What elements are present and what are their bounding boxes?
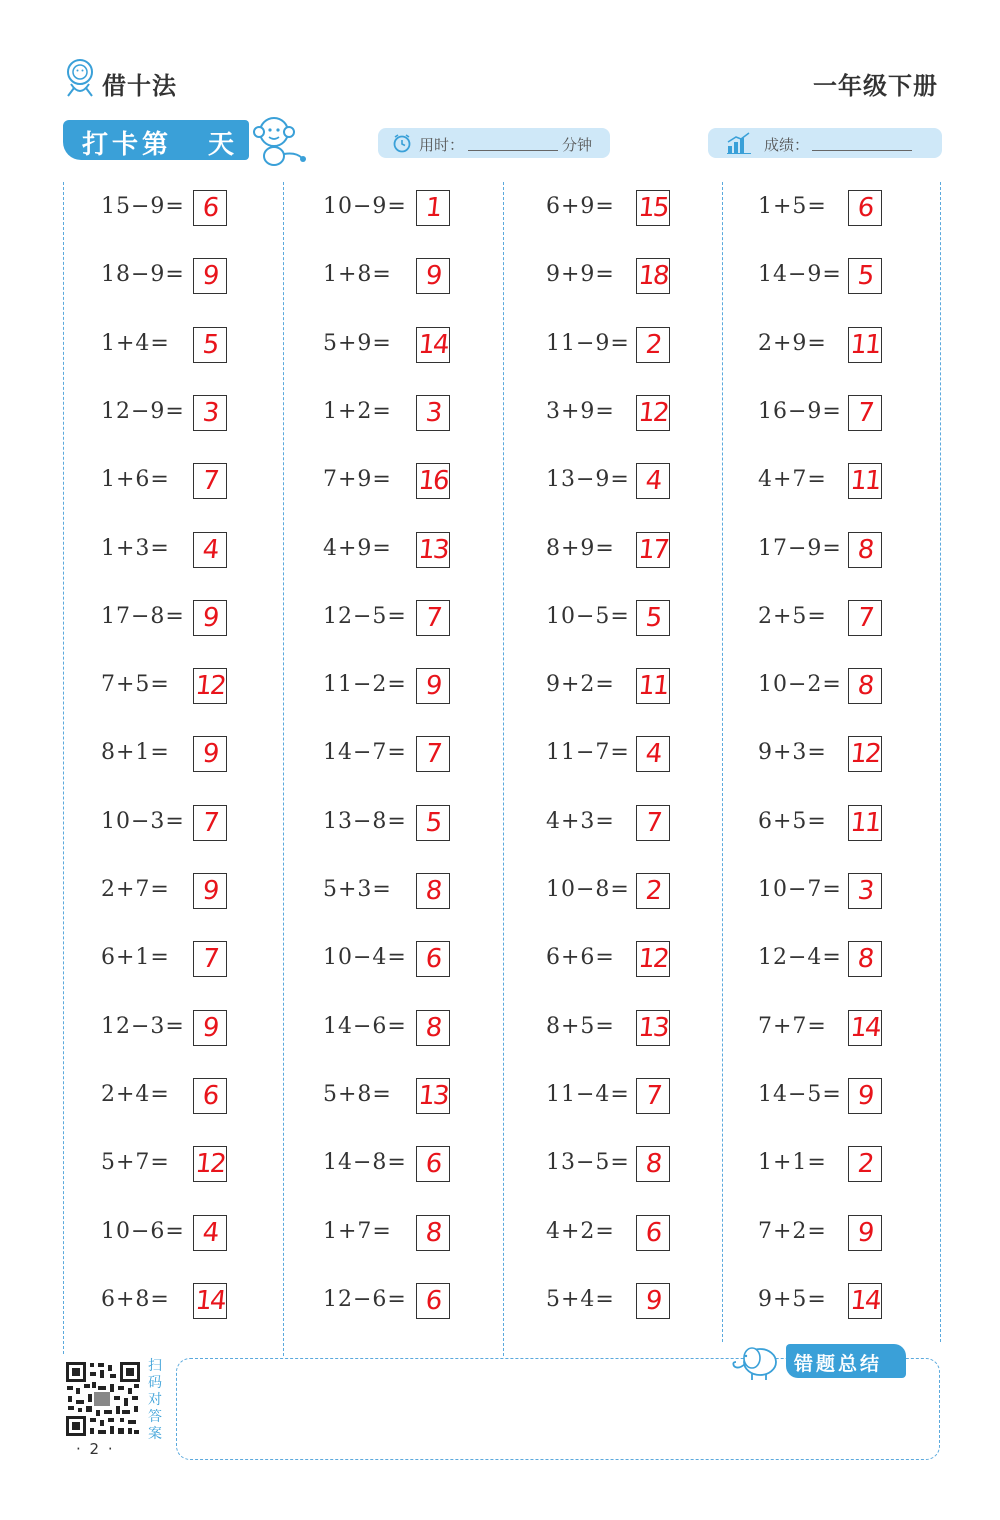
problem-item: [323, 1283, 463, 1323]
answer-box[interactable]: [636, 395, 670, 431]
problem-expression: 1+2=: [323, 398, 392, 424]
answer-box[interactable]: [848, 327, 882, 363]
time-unit: 分钟: [562, 136, 593, 154]
problem-expression: 11−7=: [546, 740, 630, 766]
handwritten-answer: 12: [193, 1149, 227, 1180]
problem-expression: 1+5=: [758, 194, 827, 219]
problem-item: [758, 1146, 898, 1186]
problem-expression: 13−5=: [546, 1150, 630, 1176]
handwritten-answer: 2: [644, 329, 662, 360]
answer-box[interactable]: [193, 258, 227, 294]
problem-item: [546, 532, 686, 572]
problem-item: [323, 873, 463, 913]
answer-box[interactable]: [848, 532, 882, 568]
handwritten-answer: 6: [201, 1080, 219, 1111]
handwritten-answer: 11: [848, 807, 882, 838]
problem-expression: 16−9=: [758, 398, 842, 424]
problem-expression: 8+5=: [546, 1013, 615, 1039]
problem-item: [101, 1146, 241, 1186]
checkin-prefix: 打卡第: [82, 130, 173, 160]
problem-expression: 7+7=: [758, 1013, 827, 1039]
problem-item: [546, 873, 686, 913]
answer-box[interactable]: [636, 941, 670, 977]
time-blank[interactable]: [468, 150, 558, 151]
handwritten-answer: 6: [424, 1285, 442, 1316]
handwritten-answer: 8: [424, 876, 442, 906]
handwritten-answer: 6: [856, 193, 874, 223]
checkin-suffix: 天: [208, 130, 235, 160]
answer-box[interactable]: [636, 190, 670, 226]
problem-item: [758, 190, 898, 230]
handwritten-answer: 7: [856, 602, 874, 633]
handwritten-answer: 8: [424, 1217, 442, 1248]
problem-item: [101, 1078, 241, 1118]
problem-item: [101, 736, 241, 776]
problem-expression: 1+1=: [758, 1150, 827, 1176]
problem-item: [323, 941, 463, 981]
problem-item: [323, 258, 463, 298]
problem-expression: 2+4=: [101, 1081, 170, 1107]
problem-expression: 15−9=: [101, 194, 185, 219]
answer-box[interactable]: [636, 258, 670, 294]
problem-expression: 8+9=: [546, 535, 615, 561]
problem-expression: 4+2=: [546, 1218, 615, 1244]
handwritten-answer: 3: [201, 397, 219, 428]
problem-expression: 12−4=: [758, 945, 842, 971]
answer-box[interactable]: [193, 941, 227, 977]
answer-box[interactable]: [193, 600, 227, 636]
answer-box[interactable]: [636, 736, 670, 772]
problem-expression: 7+5=: [101, 672, 170, 698]
column-divider: [503, 182, 504, 1356]
problem-expression: 10−8=: [546, 877, 630, 902]
problem-expression: 7+2=: [758, 1218, 827, 1244]
problem-item: [758, 668, 898, 708]
problem-expression: 9+3=: [758, 740, 827, 766]
problem-expression: 18−9=: [101, 262, 185, 288]
handwritten-answer: 5: [201, 329, 219, 360]
answer-box[interactable]: [416, 1283, 450, 1319]
answer-box[interactable]: [193, 1010, 227, 1046]
answer-box[interactable]: [848, 190, 882, 226]
problem-item: [323, 805, 463, 845]
answer-box[interactable]: [636, 805, 670, 841]
problem-item: [101, 327, 241, 367]
handwritten-answer: 4: [644, 739, 662, 770]
handwritten-answer: 7: [644, 1080, 662, 1111]
problem-expression: 5+7=: [101, 1150, 170, 1176]
answer-box[interactable]: [848, 463, 882, 499]
answer-box[interactable]: [416, 873, 450, 909]
answer-box[interactable]: [848, 1010, 882, 1046]
grade-label: 一年级下册: [813, 72, 938, 100]
handwritten-answer: 9: [201, 602, 219, 633]
handwritten-answer: 13: [416, 1080, 450, 1111]
problem-item: [758, 736, 898, 776]
handwritten-answer: 12: [636, 944, 670, 975]
problem-item: [101, 463, 241, 503]
handwritten-answer: 6: [424, 944, 442, 975]
problem-expression: 2+5=: [758, 603, 827, 629]
problem-expression: 1+7=: [323, 1218, 392, 1244]
chart-icon: [726, 132, 752, 154]
problem-item: [323, 1146, 463, 1186]
answer-box[interactable]: [636, 873, 670, 909]
problem-expression: 9+5=: [758, 1286, 827, 1312]
answer-box[interactable]: [848, 258, 882, 294]
answer-box[interactable]: [416, 600, 450, 636]
handwritten-answer: 14: [416, 329, 450, 360]
problem-item: [323, 1010, 463, 1050]
problem-expression: 1+4=: [101, 330, 170, 356]
problem-item: [546, 941, 686, 981]
handwritten-answer: 11: [848, 466, 882, 497]
answer-box[interactable]: [848, 736, 882, 772]
problem-item: [758, 600, 898, 640]
handwritten-answer: 8: [856, 944, 874, 975]
column-divider: [63, 182, 64, 1354]
handwritten-answer: 13: [416, 534, 450, 565]
handwritten-answer: 7: [424, 739, 442, 770]
answer-box[interactable]: [193, 395, 227, 431]
handwritten-answer: 7: [201, 944, 219, 975]
handwritten-answer: 7: [644, 807, 662, 838]
problem-item: [546, 1146, 686, 1186]
handwritten-answer: 8: [856, 534, 874, 565]
answer-box[interactable]: [416, 327, 450, 363]
problem-expression: 12−6=: [323, 1286, 407, 1312]
handwritten-answer: 9: [856, 1217, 874, 1248]
handwritten-answer: 9: [201, 1012, 219, 1043]
problem-item: [101, 668, 241, 708]
problem-item: [546, 327, 686, 367]
handwritten-answer: 11: [848, 329, 882, 360]
handwritten-answer: 3: [424, 397, 442, 428]
problem-item: [101, 395, 241, 435]
answer-box[interactable]: [416, 736, 450, 772]
handwritten-answer: 4: [201, 534, 219, 565]
score-label: 成绩：: [764, 136, 810, 154]
handwritten-answer: 11: [636, 671, 670, 702]
problem-item: [323, 190, 463, 230]
problem-expression: 11−4=: [546, 1081, 630, 1107]
problem-item: [101, 258, 241, 298]
answer-box[interactable]: [636, 1078, 670, 1114]
elephant-icon: [730, 1340, 782, 1382]
handwritten-answer: 9: [424, 671, 442, 702]
problem-item: [546, 668, 686, 708]
time-label: 用时：: [419, 136, 465, 154]
handwritten-answer: 7: [201, 466, 219, 497]
answer-box[interactable]: [416, 1146, 450, 1182]
answer-box[interactable]: [848, 600, 882, 636]
handwritten-answer: 16: [416, 466, 450, 497]
scan-for-answers-label: 扫码对答案: [148, 1358, 162, 1442]
problem-item: [758, 941, 898, 981]
problem-expression: 4+7=: [758, 467, 827, 493]
answer-box[interactable]: [416, 941, 450, 977]
handwritten-answer: 9: [201, 876, 219, 906]
problem-expression: 1+3=: [101, 535, 170, 561]
answer-box[interactable]: [193, 327, 227, 363]
problem-item: [758, 1010, 898, 1050]
problem-item: [758, 532, 898, 572]
handwritten-answer: 6: [201, 193, 219, 223]
handwritten-answer: 8: [644, 1149, 662, 1180]
problem-expression: 14−5=: [758, 1081, 842, 1107]
problem-expression: 4+3=: [546, 808, 615, 834]
problem-item: [758, 1215, 898, 1255]
handwritten-answer: 7: [424, 602, 442, 633]
answer-box[interactable]: [193, 463, 227, 499]
problem-expression: 5+4=: [546, 1286, 615, 1312]
problem-expression: 10−2=: [758, 672, 842, 698]
handwritten-answer: 12: [636, 397, 670, 428]
problem-expression: 1+8=: [323, 262, 392, 288]
answer-box[interactable]: [848, 1283, 882, 1319]
problem-item: [546, 1215, 686, 1255]
problem-item: [101, 1010, 241, 1050]
handwritten-answer: 9: [424, 261, 442, 292]
answer-box[interactable]: [636, 1215, 670, 1251]
handwritten-answer: 9: [644, 1285, 662, 1316]
handwritten-answer: 5: [856, 261, 874, 292]
answer-box[interactable]: [848, 805, 882, 841]
problem-expression: 6+1=: [101, 945, 170, 971]
problem-item: [758, 805, 898, 845]
problem-expression: 9+2=: [546, 672, 615, 698]
monkey-icon: [250, 112, 308, 168]
answer-box[interactable]: [848, 1146, 882, 1182]
answer-box[interactable]: [636, 1010, 670, 1046]
problem-expression: 7+9=: [323, 467, 392, 493]
problem-item: [101, 190, 241, 230]
answer-box[interactable]: [848, 941, 882, 977]
answer-box[interactable]: [848, 873, 882, 909]
problem-item: [101, 941, 241, 981]
problem-item: [758, 395, 898, 435]
problem-item: [546, 600, 686, 640]
answer-box[interactable]: [416, 1215, 450, 1251]
summary-label: 错题总结: [794, 1353, 883, 1375]
problem-expression: 12−5=: [323, 603, 407, 629]
answer-box[interactable]: [416, 532, 450, 568]
answer-box[interactable]: [848, 1215, 882, 1251]
answer-box[interactable]: [636, 1283, 670, 1319]
answer-box[interactable]: [848, 1078, 882, 1114]
handwritten-answer: 5: [644, 602, 662, 633]
column-divider: [940, 182, 941, 1342]
problem-expression: 14−6=: [323, 1013, 407, 1039]
handwritten-answer: 14: [848, 1012, 882, 1043]
problem-expression: 5+9=: [323, 330, 392, 356]
answer-box[interactable]: [193, 1078, 227, 1114]
handwritten-answer: 1: [424, 193, 442, 223]
problem-item: [546, 1010, 686, 1050]
problem-expression: 14−8=: [323, 1150, 407, 1176]
handwritten-answer: 4: [644, 466, 662, 497]
problem-expression: 2+7=: [101, 877, 170, 902]
answer-box[interactable]: [193, 873, 227, 909]
answer-box[interactable]: [193, 1283, 227, 1319]
problem-item: [323, 1215, 463, 1255]
handwritten-answer: 4: [201, 1217, 219, 1248]
answer-box[interactable]: [193, 1215, 227, 1251]
problem-expression: 12−9=: [101, 398, 185, 424]
problem-item: [546, 1078, 686, 1118]
problem-expression: 10−6=: [101, 1218, 185, 1244]
handwritten-answer: 2: [856, 1149, 874, 1180]
problem-expression: 14−7=: [323, 740, 407, 766]
problem-expression: 3+9=: [546, 398, 615, 424]
problem-item: [101, 600, 241, 640]
handwritten-answer: 12: [848, 739, 882, 770]
problem-expression: 12−3=: [101, 1013, 185, 1039]
problem-expression: 17−9=: [758, 535, 842, 561]
answer-box[interactable]: [416, 1078, 450, 1114]
problem-expression: 4+9=: [323, 535, 392, 561]
handwritten-answer: 14: [193, 1285, 227, 1316]
problem-item: [101, 1215, 241, 1255]
answer-box[interactable]: [193, 736, 227, 772]
problem-item: [323, 395, 463, 435]
handwritten-answer: 18: [636, 261, 670, 292]
handwritten-answer: 9: [201, 261, 219, 292]
answer-box[interactable]: [636, 327, 670, 363]
handwritten-answer: 5: [424, 807, 442, 838]
answer-box[interactable]: [636, 532, 670, 568]
problem-expression: 14−9=: [758, 262, 842, 288]
problem-item: [758, 463, 898, 503]
handwritten-answer: 7: [856, 397, 874, 428]
handwritten-answer: 13: [636, 1012, 670, 1043]
problem-expression: 6+8=: [101, 1286, 170, 1312]
problem-item: [758, 1078, 898, 1118]
problem-expression: 10−5=: [546, 603, 630, 629]
answer-box[interactable]: [193, 190, 227, 226]
handwritten-answer: 12: [193, 671, 227, 702]
problem-expression: 17−8=: [101, 603, 185, 629]
problem-item: [546, 258, 686, 298]
problem-item: [323, 668, 463, 708]
problem-item: [323, 463, 463, 503]
problem-expression: 13−9=: [546, 467, 630, 493]
answer-box[interactable]: [416, 805, 450, 841]
handwritten-answer: 14: [848, 1285, 882, 1316]
answer-box[interactable]: [193, 1146, 227, 1182]
handwritten-answer: 6: [424, 1149, 442, 1180]
problem-expression: 1+6=: [101, 467, 170, 493]
problem-expression: 5+8=: [323, 1081, 392, 1107]
answer-box[interactable]: [416, 190, 450, 226]
problem-item: [101, 1283, 241, 1323]
answer-box[interactable]: [848, 395, 882, 431]
problem-item: [323, 600, 463, 640]
answer-box[interactable]: [416, 668, 450, 704]
problem-item: [101, 805, 241, 845]
problem-item: [323, 327, 463, 367]
answer-box[interactable]: [193, 668, 227, 704]
problem-item: [546, 463, 686, 503]
answer-box[interactable]: [193, 805, 227, 841]
answer-box[interactable]: [416, 258, 450, 294]
problem-item: [546, 736, 686, 776]
problem-expression: 10−9=: [323, 194, 407, 219]
problem-item: [323, 532, 463, 572]
problem-item: [758, 873, 898, 913]
handwritten-answer: 6: [644, 1217, 662, 1248]
problem-expression: 6+5=: [758, 808, 827, 834]
problem-expression: 9+9=: [546, 262, 615, 288]
problem-expression: 2+9=: [758, 330, 827, 356]
handwritten-answer: 8: [424, 1012, 442, 1043]
problem-expression: 8+1=: [101, 740, 170, 766]
answer-box[interactable]: [848, 668, 882, 704]
problem-item: [323, 1078, 463, 1118]
answer-box[interactable]: [193, 532, 227, 568]
problem-item: [101, 873, 241, 913]
problem-item: [101, 532, 241, 572]
score-blank[interactable]: [812, 150, 912, 151]
handwritten-answer: 15: [636, 193, 670, 223]
problem-item: [758, 327, 898, 367]
column-divider: [283, 182, 284, 1356]
lion-logo-icon: [62, 58, 98, 98]
clock-icon: [392, 133, 412, 153]
answer-box[interactable]: [416, 395, 450, 431]
qr-code[interactable]: [64, 1360, 142, 1438]
problem-item: [758, 1283, 898, 1323]
problem-item: [546, 1283, 686, 1323]
problem-item: [546, 805, 686, 845]
problem-expression: 5+3=: [323, 877, 392, 902]
book-title: 借十法: [102, 72, 177, 100]
answer-box[interactable]: [416, 463, 450, 499]
problem-expression: 10−7=: [758, 877, 842, 902]
handwritten-answer: 3: [856, 876, 874, 906]
column-divider: [722, 182, 723, 1342]
problem-item: [546, 190, 686, 230]
answer-box[interactable]: [636, 463, 670, 499]
answer-box[interactable]: [636, 668, 670, 704]
problem-item: [758, 258, 898, 298]
problem-item: [323, 736, 463, 776]
problem-expression: 6+9=: [546, 194, 615, 219]
answer-box[interactable]: [636, 1146, 670, 1182]
problem-expression: 13−8=: [323, 808, 407, 834]
handwritten-answer: 8: [856, 671, 874, 702]
handwritten-answer: 7: [201, 807, 219, 838]
problem-item: [546, 395, 686, 435]
handwritten-answer: 2: [644, 876, 662, 906]
problem-expression: 6+6=: [546, 945, 615, 971]
answer-box[interactable]: [416, 1010, 450, 1046]
handwritten-answer: 9: [201, 739, 219, 770]
handwritten-answer: 17: [636, 534, 670, 565]
answer-box[interactable]: [636, 600, 670, 636]
problem-expression: 10−3=: [101, 808, 185, 834]
problem-expression: 10−4=: [323, 945, 407, 971]
problem-expression: 11−2=: [323, 672, 407, 698]
handwritten-answer: 9: [856, 1080, 874, 1111]
problem-expression: 11−9=: [546, 330, 630, 356]
page-number: · 2 ·: [76, 1440, 115, 1458]
